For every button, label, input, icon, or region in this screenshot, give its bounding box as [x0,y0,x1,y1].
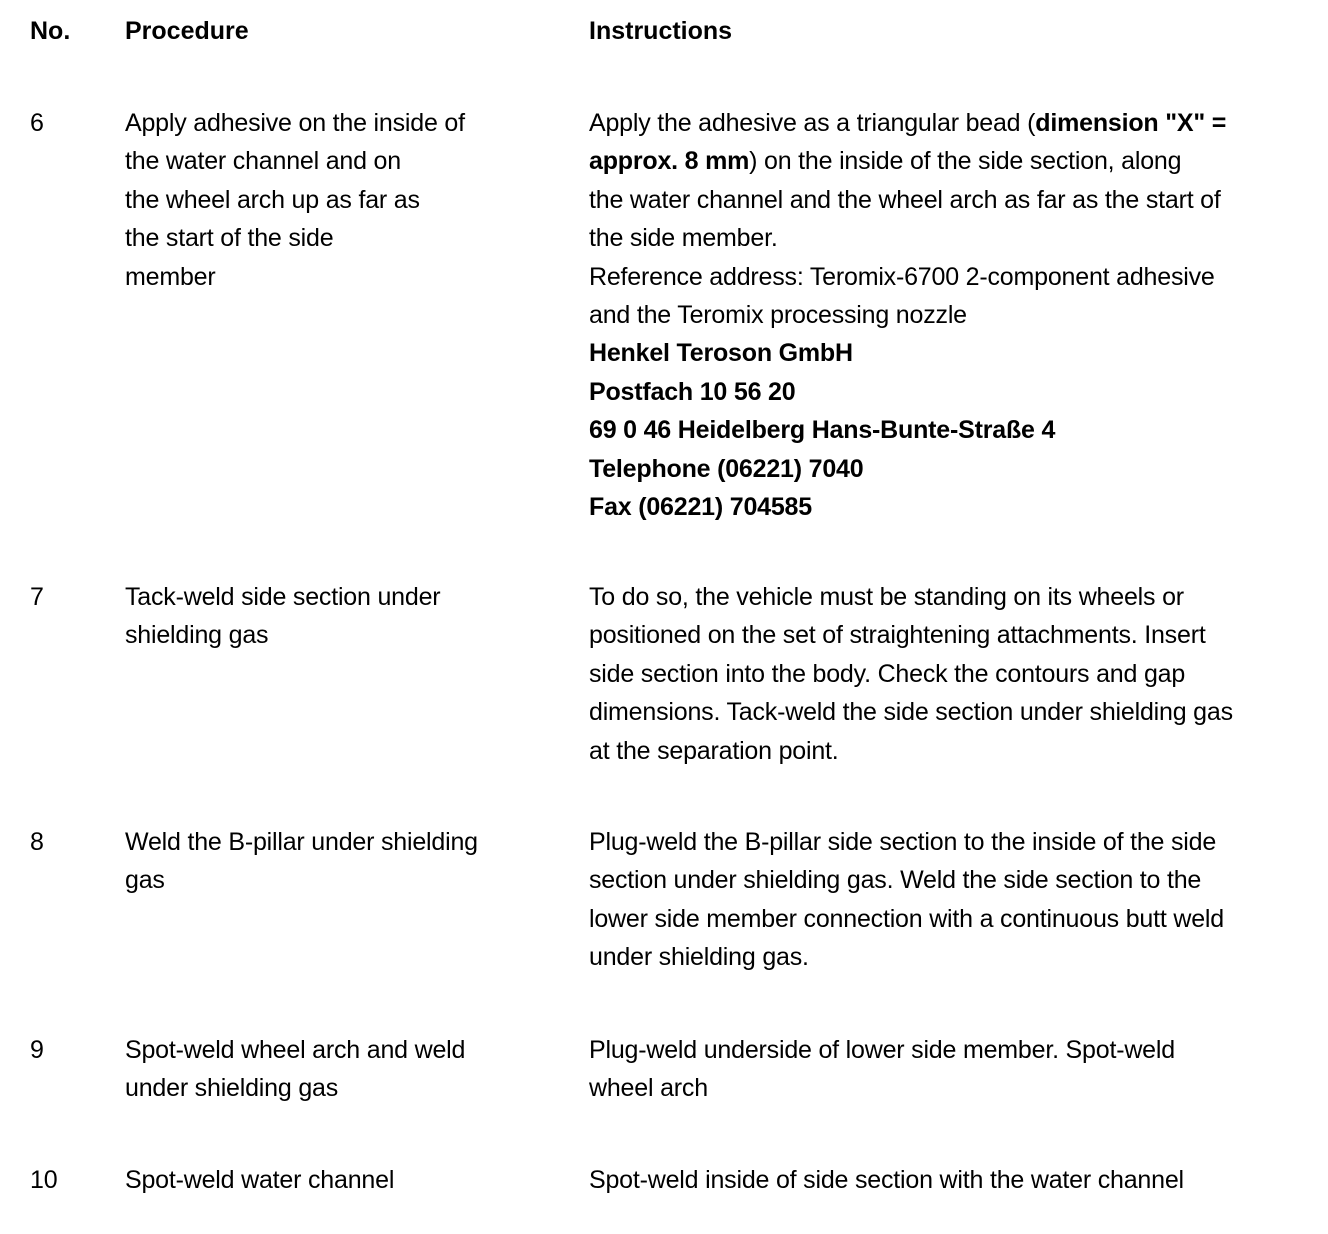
instruction-line: at the separation point. [589,736,839,765]
instruction-line: positioned on the set of straightening attachments. Insert [589,621,1206,650]
procedure-line: the wheel arch up as far as [125,185,420,214]
instruction-line: Spot-weld inside of side section with the water channel [589,1166,1184,1194]
address-postbox: Postfach 10 56 20 [589,377,796,406]
instruction-text: ) on the inside of the side section, along [749,147,1182,176]
procedure-line: shielding gas [125,621,269,650]
instruction-line: Reference address: Teromix-6700 2-component adhesive [589,262,1215,291]
dimension-label: dimension "X" = [1035,109,1227,137]
procedure-line: Spot-weld water channel [125,1166,395,1194]
procedure-line: the water channel and on [125,147,401,176]
row-9-procedure [125,1031,465,1108]
instruction-line: under shielding gas. [589,943,809,972]
procedure-line: Apply adhesive on the inside of [125,109,465,137]
procedure-line: Tack-weld side section under [125,583,441,611]
instruction-line [589,142,1226,180]
instruction-line: Plug-weld underside of lower side member. Spot-weld [589,1036,1175,1064]
row-8-number: 8 [30,828,44,856]
address-street: 69 0 46 Heidelberg Hans-Bunte-Straße 4 [589,416,1056,445]
row-8-procedure [125,823,478,900]
row-7-instructions [589,578,1233,770]
procedure-line: under shielding gas [125,1074,339,1103]
instruction-line: the side member. [589,224,778,253]
instruction-line: wheel arch [589,1074,708,1103]
procedure-line: Spot-weld wheel arch and weld [125,1036,466,1064]
instruction-line: side section into the body. Check the contours and gap [589,659,1186,688]
row-6-procedure [125,104,465,296]
header-instructions: Instructions [589,17,733,45]
instruction-line: section under shielding gas. Weld the side section to the [589,866,1202,895]
row-7-procedure [125,578,440,655]
instruction-line: Plug-weld the B-pillar side section to the inside of the side [589,828,1217,856]
row-8-instructions [589,823,1224,977]
instruction-line: dimensions. Tack-weld the side section under shielding gas [589,698,1233,727]
procedure-line: the start of the side [125,224,334,253]
procedure-line: gas [125,866,165,895]
row-10-procedure [125,1161,394,1199]
instruction-line: the water channel and the wheel arch as far as the start of [589,185,1221,214]
header-procedure: Procedure [125,17,249,45]
row-9-number: 9 [30,1036,44,1064]
instruction-line: To do so, the vehicle must be standing on its wheels or [589,583,1184,611]
dimension-value: approx. 8 mm [589,147,750,176]
address-telephone: Telephone (06221) 7040 [589,454,864,483]
row-6-instructions [589,104,1226,526]
procedure-line: Weld the B-pillar under shielding [125,828,478,856]
row-7-number: 7 [30,583,44,611]
row-10-instructions [589,1161,1184,1199]
header-no: No. [30,17,71,45]
procedure-line: member [125,262,216,291]
instruction-line: lower side member connection with a continuous butt weld [589,904,1224,933]
address-company: Henkel Teroson GmbH [589,339,853,368]
instruction-text: Apply the adhesive as a triangular bead ( [589,109,1036,137]
instruction-line: and the Teromix processing nozzle [589,301,967,330]
row-10-number: 10 [30,1166,58,1194]
address-fax: Fax (06221) 704585 [589,493,812,522]
instruction-line [589,104,1226,142]
row-9-instructions [589,1031,1175,1108]
row-6-number: 6 [30,109,44,137]
